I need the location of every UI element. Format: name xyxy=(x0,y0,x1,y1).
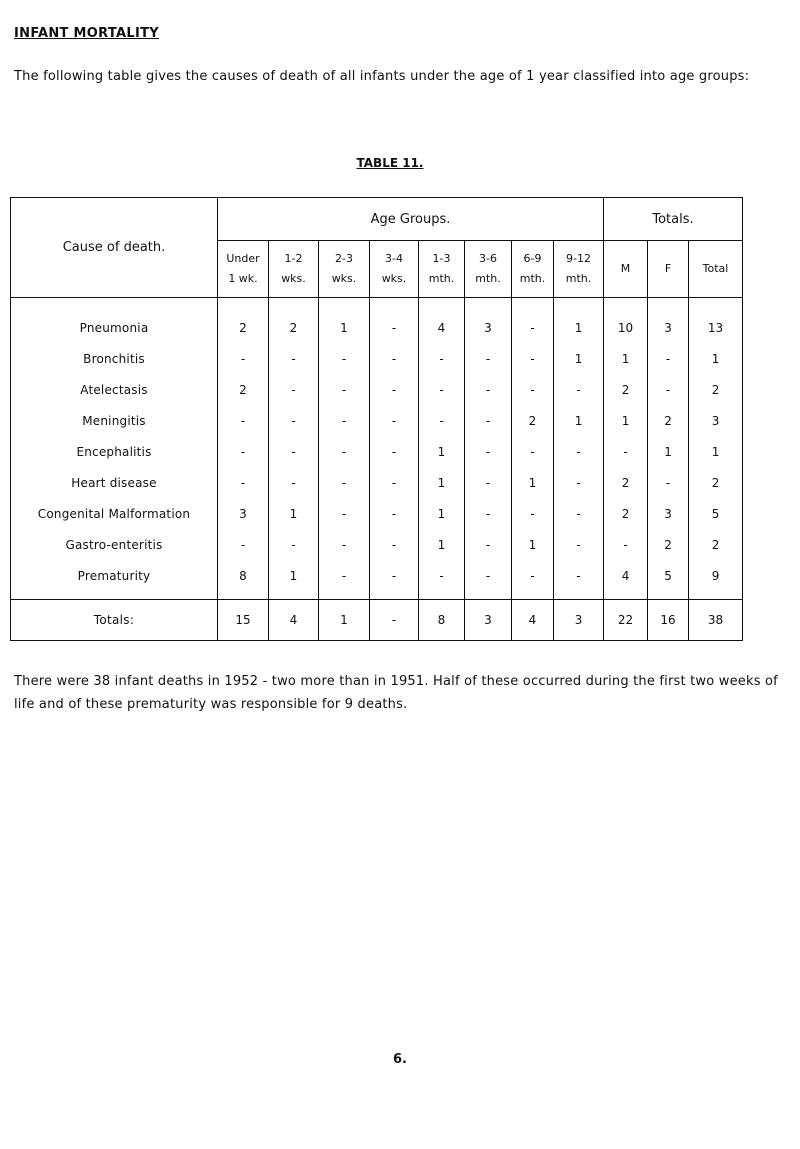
value-cell: - xyxy=(319,343,370,374)
age-column-header-line: 9-12 xyxy=(566,252,591,265)
total-column-header: M xyxy=(604,241,648,298)
cause-cell: Meningitis xyxy=(11,405,218,436)
value-cell: - xyxy=(419,405,465,436)
value-cell: - xyxy=(269,436,319,467)
totals-value-cell: 8 xyxy=(419,600,465,641)
value-cell: - xyxy=(512,343,554,374)
value-cell: - xyxy=(319,467,370,498)
value-cell: - xyxy=(370,298,419,344)
age-column-header xyxy=(419,241,465,298)
age-groups-header: Age Groups. xyxy=(218,198,604,241)
table-row xyxy=(11,343,743,374)
value-cell: 2 xyxy=(689,374,743,405)
value-cell: 3 xyxy=(648,298,689,344)
value-cell: 1 xyxy=(604,343,648,374)
totals-value-cell: 4 xyxy=(512,600,554,641)
value-cell: 5 xyxy=(689,498,743,529)
cause-of-death-header: Cause of death. xyxy=(11,198,218,298)
value-cell: 1 xyxy=(554,298,604,344)
cause-cell: Prematurity xyxy=(11,560,218,600)
value-cell: - xyxy=(419,560,465,600)
value-cell: - xyxy=(319,560,370,600)
age-column-header-line: 2-3 xyxy=(335,252,353,265)
age-column-header xyxy=(554,241,604,298)
age-column-header-line: Under xyxy=(226,252,260,265)
value-cell: 1 xyxy=(689,436,743,467)
value-cell: - xyxy=(218,529,269,560)
value-cell: - xyxy=(465,405,512,436)
value-cell: 9 xyxy=(689,560,743,600)
value-cell: 2 xyxy=(269,298,319,344)
value-cell: 2 xyxy=(648,405,689,436)
value-cell: 3 xyxy=(465,298,512,344)
value-cell: - xyxy=(648,374,689,405)
value-cell: - xyxy=(512,560,554,600)
value-cell: 1 xyxy=(512,467,554,498)
age-column-header-line: wks. xyxy=(381,272,407,285)
totals-value-cell: 3 xyxy=(465,600,512,641)
value-cell: - xyxy=(370,343,419,374)
value-cell: 1 xyxy=(419,529,465,560)
cause-cell: Gastro-enteritis xyxy=(11,529,218,560)
value-cell: - xyxy=(465,436,512,467)
value-cell: - xyxy=(370,529,419,560)
age-column-header xyxy=(465,241,512,298)
value-cell: 2 xyxy=(648,529,689,560)
value-cell: - xyxy=(419,374,465,405)
age-column-header xyxy=(218,241,269,298)
value-cell: - xyxy=(370,374,419,405)
age-column-header-line: mth. xyxy=(475,272,501,285)
totals-header: Totals. xyxy=(604,198,743,241)
totals-value-cell: 15 xyxy=(218,600,269,641)
value-cell: 4 xyxy=(419,298,465,344)
value-cell: - xyxy=(512,298,554,344)
value-cell: 1 xyxy=(604,405,648,436)
age-column-header xyxy=(370,241,419,298)
age-column-header-line: 3-6 xyxy=(479,252,497,265)
totals-value-cell: 22 xyxy=(604,600,648,641)
value-cell: 2 xyxy=(604,374,648,405)
cause-cell: Pneumonia xyxy=(11,298,218,344)
age-column-header xyxy=(319,241,370,298)
value-cell: - xyxy=(218,405,269,436)
table-row xyxy=(11,498,743,529)
value-cell: - xyxy=(554,374,604,405)
value-cell: - xyxy=(604,436,648,467)
value-cell: 2 xyxy=(604,498,648,529)
cause-cell: Congenital Malformation xyxy=(11,498,218,529)
value-cell: 2 xyxy=(218,298,269,344)
value-cell: 5 xyxy=(648,560,689,600)
age-column-header-line: wks. xyxy=(331,272,357,285)
cause-cell: Bronchitis xyxy=(11,343,218,374)
value-cell: - xyxy=(370,560,419,600)
totals-row xyxy=(11,600,743,641)
value-cell: - xyxy=(269,343,319,374)
value-cell: - xyxy=(512,374,554,405)
age-column-header-line: mth. xyxy=(519,272,546,285)
value-cell: - xyxy=(370,467,419,498)
value-cell: 2 xyxy=(689,529,743,560)
value-cell: - xyxy=(419,343,465,374)
age-column-header-line: mth. xyxy=(565,272,592,285)
table-row xyxy=(11,374,743,405)
value-cell: - xyxy=(319,374,370,405)
age-column-header-line: 1 wk. xyxy=(228,272,258,285)
value-cell: - xyxy=(218,467,269,498)
causes-of-death-table xyxy=(10,197,743,641)
table-row xyxy=(11,529,743,560)
value-cell: 1 xyxy=(554,343,604,374)
cause-cell: Encephalitis xyxy=(11,436,218,467)
age-column-header-line: mth. xyxy=(428,272,455,285)
value-cell: - xyxy=(319,529,370,560)
value-cell: 1 xyxy=(419,467,465,498)
value-cell: - xyxy=(370,436,419,467)
value-cell: 1 xyxy=(648,436,689,467)
value-cell: 2 xyxy=(689,467,743,498)
value-cell: - xyxy=(554,529,604,560)
table-title xyxy=(0,156,800,170)
value-cell: - xyxy=(512,498,554,529)
value-cell: 2 xyxy=(512,405,554,436)
totals-row-label: Totals: xyxy=(11,600,218,641)
value-cell: 2 xyxy=(604,467,648,498)
value-cell: 3 xyxy=(648,498,689,529)
value-cell: - xyxy=(465,343,512,374)
total-column-header: Total xyxy=(689,241,743,298)
value-cell: - xyxy=(465,529,512,560)
value-cell: 4 xyxy=(604,560,648,600)
age-column-header-line: 3-4 xyxy=(385,252,403,265)
value-cell: - xyxy=(648,467,689,498)
totals-value-cell: 4 xyxy=(269,600,319,641)
table-row xyxy=(11,298,743,344)
value-cell: 1 xyxy=(554,405,604,436)
age-column-header-line: 1-2 xyxy=(284,252,303,265)
cause-cell: Heart disease xyxy=(11,467,218,498)
value-cell: - xyxy=(465,467,512,498)
totals-value-cell: 38 xyxy=(689,600,743,641)
age-column-header-line: 1-3 xyxy=(432,252,451,265)
intro-paragraph: The following table gives the causes of death of all infants under the age of 1 year classified into age groups: xyxy=(14,69,750,84)
value-cell: - xyxy=(512,436,554,467)
page-heading: INFANT MORTALITY xyxy=(14,26,159,41)
table-row xyxy=(11,405,743,436)
value-cell: 8 xyxy=(218,560,269,600)
value-cell: 3 xyxy=(689,405,743,436)
value-cell: 1 xyxy=(419,498,465,529)
value-cell: - xyxy=(269,529,319,560)
value-cell: - xyxy=(604,529,648,560)
value-cell: - xyxy=(465,374,512,405)
table-body xyxy=(11,298,743,600)
value-cell: 13 xyxy=(689,298,743,344)
value-cell: - xyxy=(269,374,319,405)
value-cell: 3 xyxy=(218,498,269,529)
cause-cell: Atelectasis xyxy=(11,374,218,405)
value-cell: 1 xyxy=(269,560,319,600)
value-cell: - xyxy=(319,405,370,436)
value-cell: - xyxy=(370,405,419,436)
value-cell: 2 xyxy=(218,374,269,405)
value-cell: - xyxy=(554,560,604,600)
totals-value-cell: 16 xyxy=(648,600,689,641)
page-number: 6. xyxy=(393,1052,407,1067)
value-cell: 1 xyxy=(689,343,743,374)
value-cell: - xyxy=(218,343,269,374)
table-row xyxy=(11,436,743,467)
value-cell: - xyxy=(269,405,319,436)
value-cell: - xyxy=(465,560,512,600)
totals-value-cell: 1 xyxy=(319,600,370,641)
table-title-text: TABLE 11. xyxy=(356,156,424,170)
value-cell: - xyxy=(554,436,604,467)
summary-paragraph: There were 38 infant deaths in 1952 - two more than in 1951. Half of these occurred during the first two weeks of life and of these prematurity was responsible for 9 deaths. xyxy=(14,674,778,712)
value-cell: - xyxy=(554,498,604,529)
value-cell: 1 xyxy=(419,436,465,467)
total-column-header: F xyxy=(648,241,689,298)
totals-value-cell: - xyxy=(370,600,419,641)
age-column-header-line: wks. xyxy=(281,272,306,285)
totals-value-cell: 3 xyxy=(554,600,604,641)
age-column-header-line: 6-9 xyxy=(523,252,542,265)
value-cell: - xyxy=(319,436,370,467)
value-cell: - xyxy=(319,498,370,529)
value-cell: - xyxy=(648,343,689,374)
value-cell: - xyxy=(465,498,512,529)
value-cell: 10 xyxy=(604,298,648,344)
table-row xyxy=(11,560,743,600)
table-row xyxy=(11,467,743,498)
age-column-header xyxy=(512,241,554,298)
value-cell: - xyxy=(269,467,319,498)
value-cell: 1 xyxy=(319,298,370,344)
age-column-header xyxy=(269,241,319,298)
value-cell: - xyxy=(370,498,419,529)
value-cell: - xyxy=(554,467,604,498)
value-cell: - xyxy=(218,436,269,467)
value-cell: 1 xyxy=(269,498,319,529)
value-cell: 1 xyxy=(512,529,554,560)
